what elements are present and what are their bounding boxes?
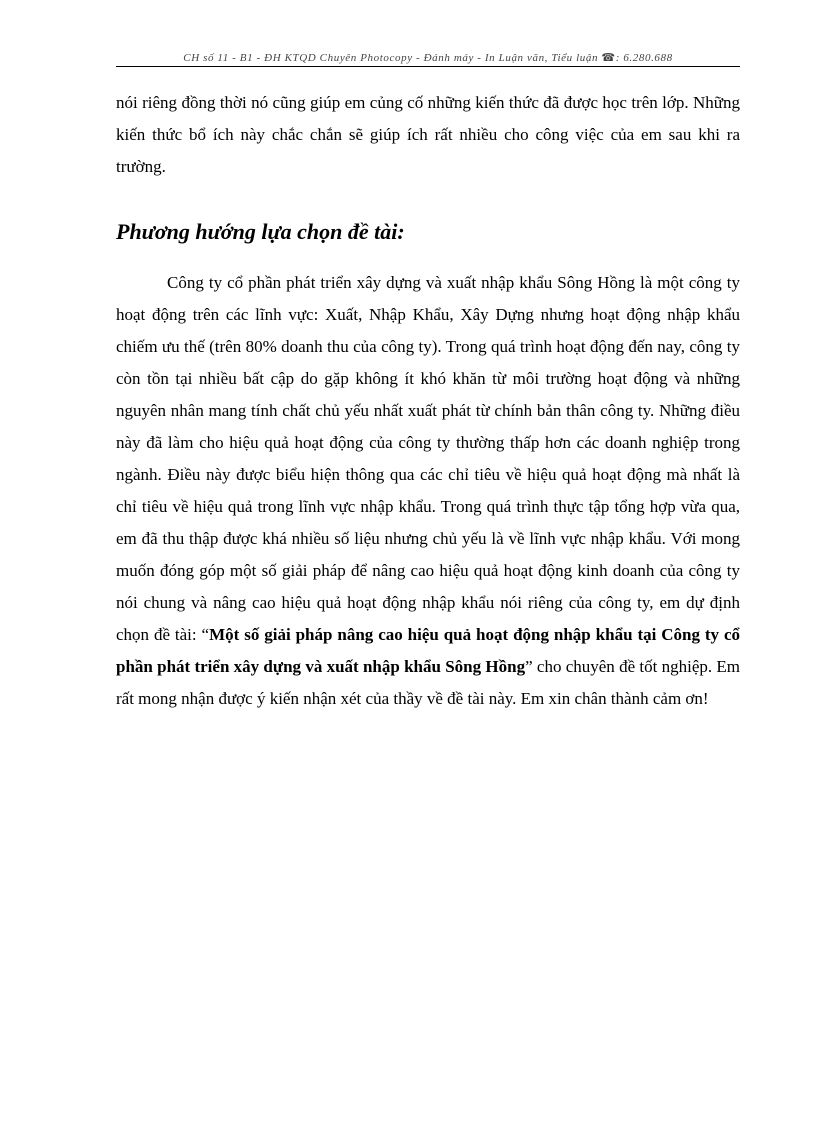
intro-paragraph: nói riêng đồng thời nó cũng giúp em củng cố những kiến thức đã được học trên lớp. Những kiến thức bổ ích này chắc chắn sẽ giúp ích rất nhiều cho công việc của em sau khi ra trường. — [116, 93, 740, 176]
thesis-title: Một số giải pháp nâng cao hiệu quả hoạt động nhập khẩu tại Công ty cổ phần phát triển xây dựng và xuất nhập khẩu Sông Hồng — [116, 625, 741, 676]
main-paragraph-closing: ” cho chuyên đề tốt nghiệp. Em rất mong nhận được ý kiến nhận xét của thầy về đề tài này. Em xin chân thành cảm ơn! — [116, 657, 740, 708]
main-paragraph-text: Công ty cổ phần phát triển xây dựng và xuất nhập khẩu Sông Hồng là một công ty hoạt động trên các lĩnh vực: Xuất, Nhập Khẩu, Xây Dựng nhưng hoạt động nhập khẩu chiếm ưu thế (trên 80% doanh thu của công ty). Trong quá trình hoạt động đến nay, công ty còn tồn tại nhiều bất cập do gặp không ít khó khăn từ môi trường hoạt động và những nguyên nhân mang tính chất chủ yếu nhất xuất phát từ chính bản thân công ty. Những điều này đã làm cho hiệu quả hoạt động của công ty thường thấp hơn các doanh nghiệp trong ngành. Điều này được biểu hiện thông qua các chỉ tiêu về hiệu quả hoạt động mà nhất là chỉ tiêu về hiệu quả trong lĩnh vực nhập khẩu. Trong quá trình thực tập tổng hợp vừa qua, em đã thu thập được khá nhiều số liệu nhưng chủ yếu là về lĩnh vực nhập khẩu. Với mong muốn đóng góp một số giải pháp để nâng cao hiệu quả hoạt động kinh doanh của công ty nói chung và nâng cao hiệu quả hoạt động nhập khẩu nói riêng của công ty, em dự định chọn đề tài: “ — [116, 273, 740, 644]
header-text: CH số 11 - B1 - ĐH KTQD Chuyên Photocopy - Đánh máy - In Luận văn, Tiểu luận — [183, 52, 602, 64]
header-divider — [116, 66, 740, 67]
main-paragraph — [116, 267, 740, 715]
header-phone-number: : 6.280.688 — [615, 52, 673, 64]
page-header — [116, 51, 740, 64]
section-heading: Phương hướng lựa chọn đề tài: — [116, 219, 405, 244]
phone-icon: ☎ — [601, 52, 616, 64]
